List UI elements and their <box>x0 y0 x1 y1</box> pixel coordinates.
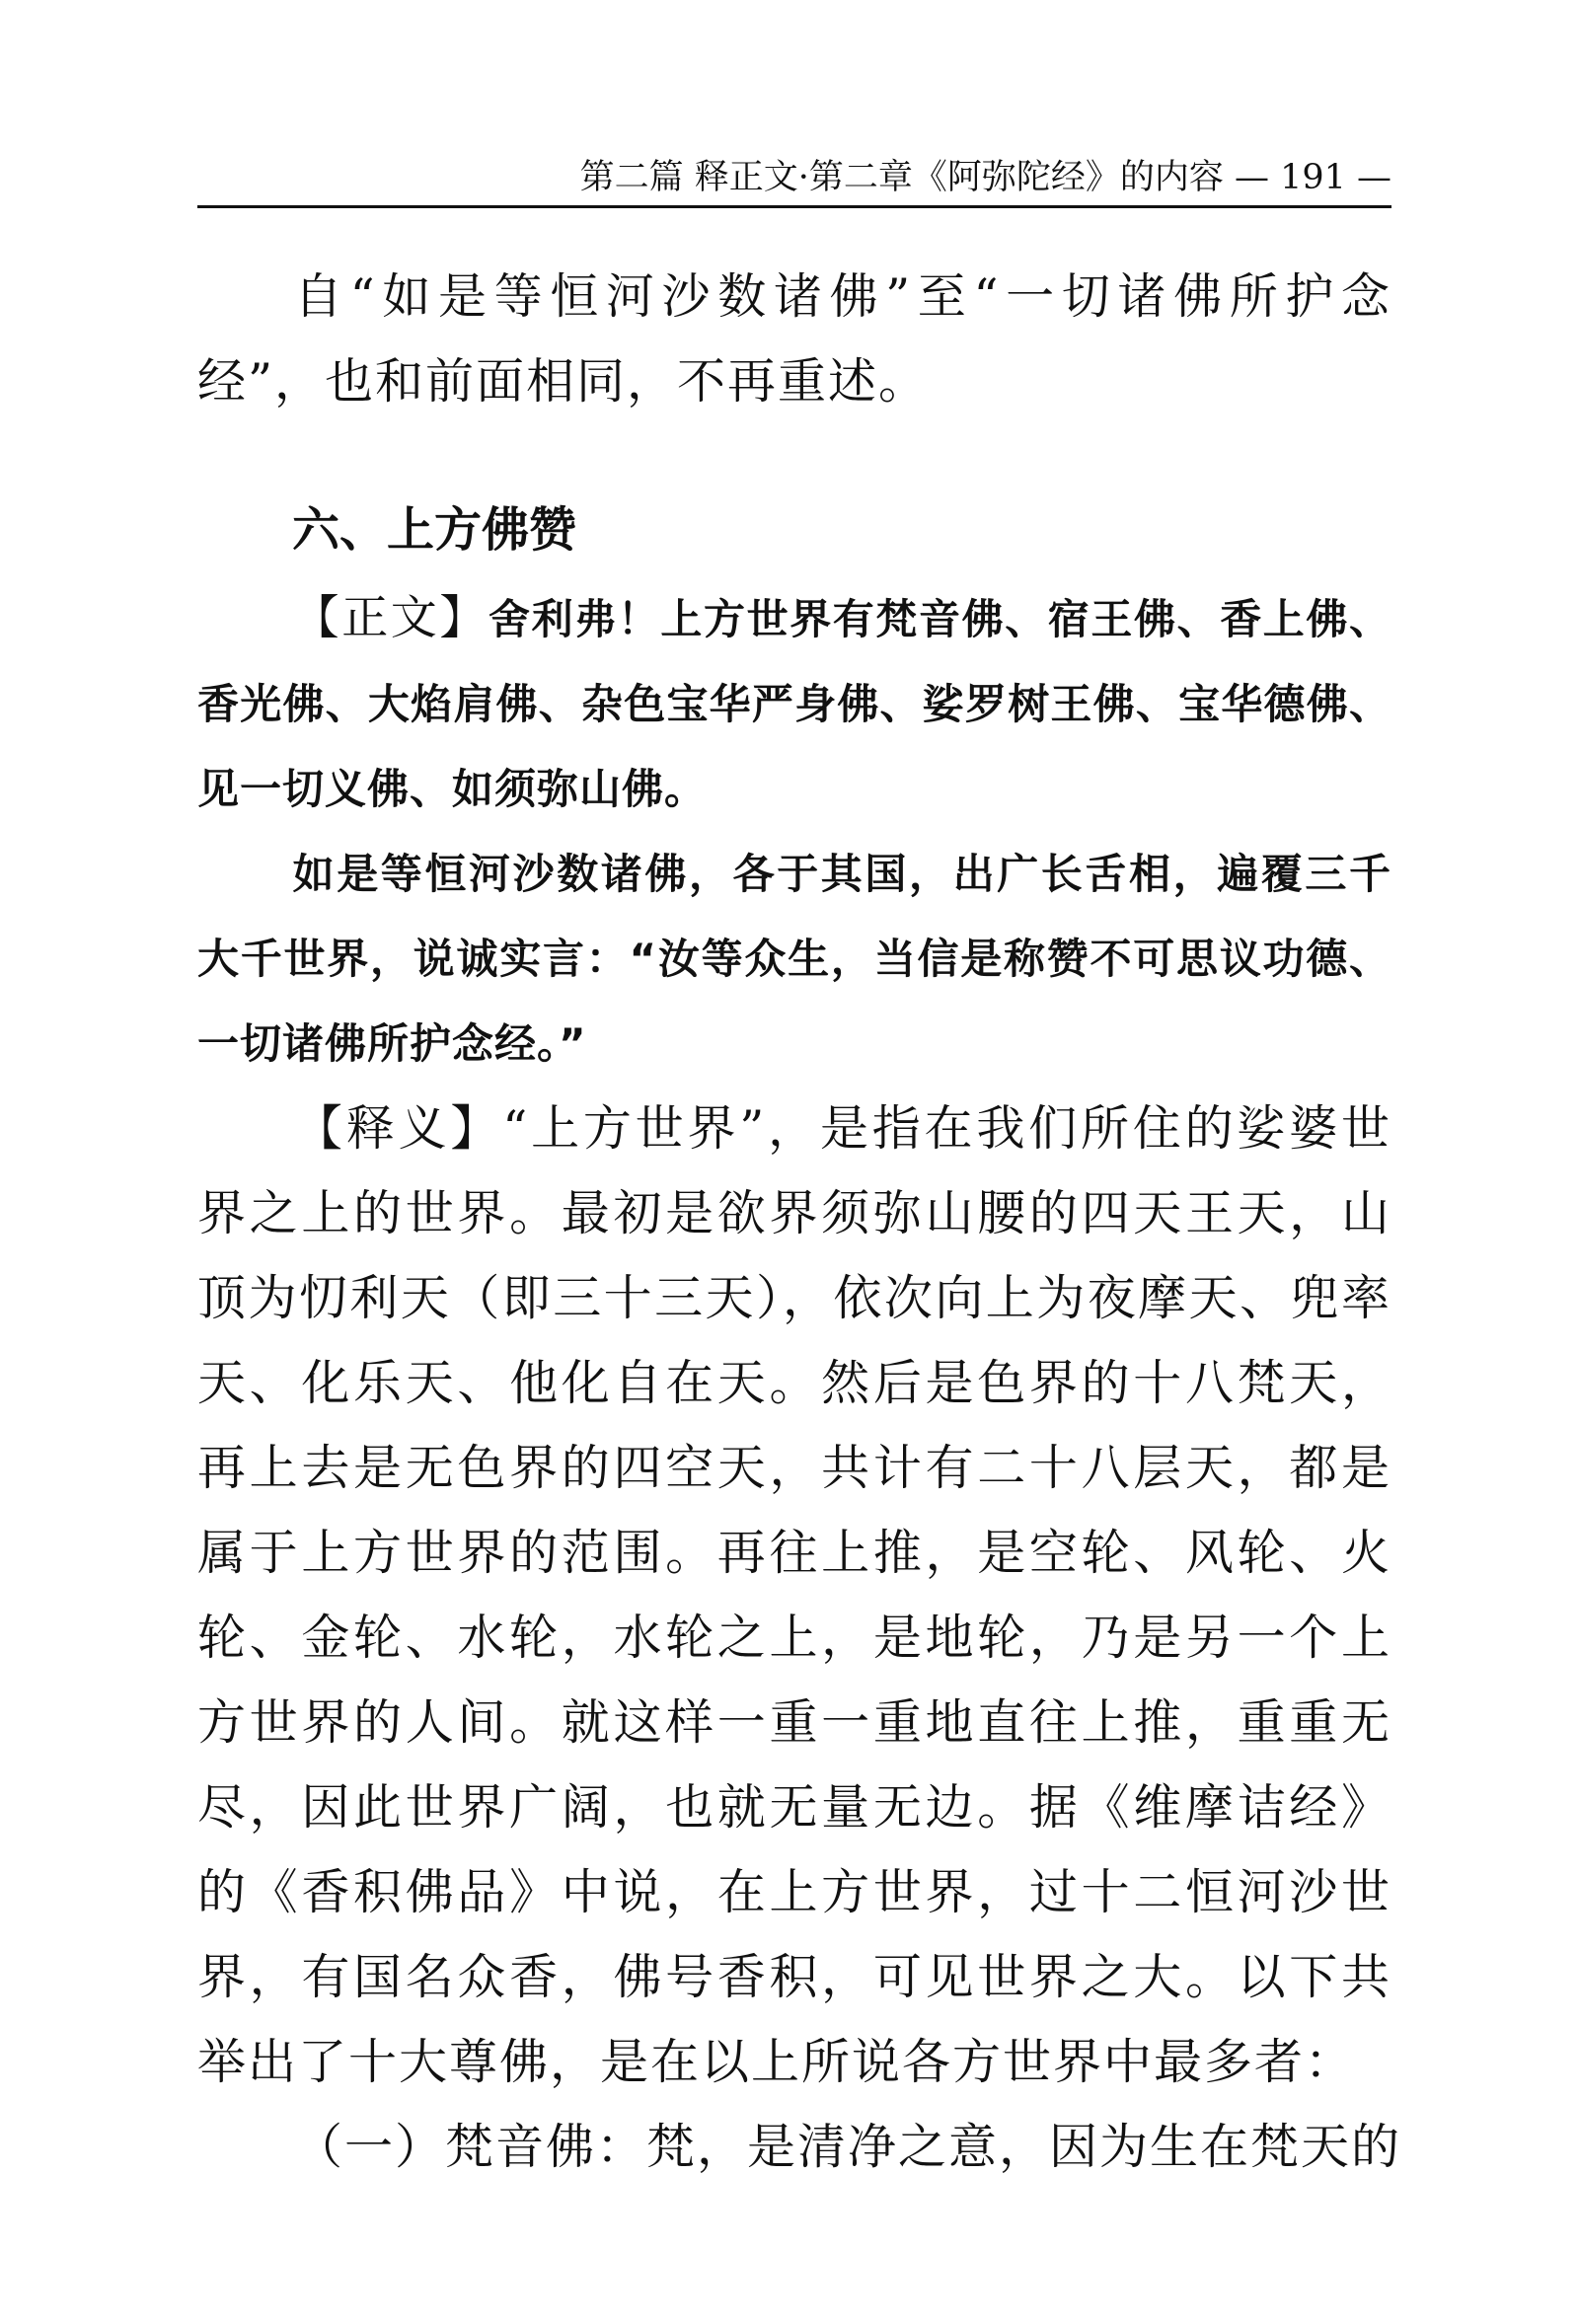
scripture-paragraph-2: 如是等恒河沙数诸佛，各于其国，出广长舌相，遍覆三千大千世界，说诚实言：“汝等众生，当信是称赞不可思议功德、一切诸佛所护念经。” <box>197 850 1391 1068</box>
page-body <box>197 255 1402 2190</box>
explanation-text: “上方世界”，是指在我们所住的娑婆世界之上的世界。最初是欲界须弥山腰的四天王天，山顶为忉利天（即三十三天），依次向上为夜摩天、兜率天、化乐天、他化自在天。然后是色界的十八梵天，再上去是无色界的四空天，共计有二十八层天，都是属于上方世界的范围。再往上推，是空轮、风轮、火轮、金轮、水轮，水轮之上，是地轮，乃是另一个上方世界的人间。就这样一重一重地直往上推，重重无尽，因此世界广阔，也就无量无边。据《维摩诘经》的《香积佛品》中说，在上方世界，过十二恒河沙世界，有国名众香，佛号香积，可见世界之大。以下共举出了十大尊佛，是在以上所说各方世界中最多者： <box>197 1100 1391 2090</box>
running-head-text: 第二篇 释正文·第二章《阿弥陀经》的内容 — 191 — <box>579 158 1391 197</box>
scripture-text-1: 舍利弗！上方世界有梵音佛、宿王佛、香上佛、香光佛、大焰肩佛、杂色宝华严身佛、娑罗树王佛、宝华德佛、见一切义佛、如须弥山佛。 <box>197 595 1391 813</box>
running-header <box>197 156 1391 208</box>
section-heading: 六、上方佛赞 <box>292 502 577 558</box>
scripture-paragraph-1 <box>197 576 1391 832</box>
list-item: （一）梵音佛：梵，是清净之意，因为生在梵天的 <box>294 2119 1402 2175</box>
intro-paragraph: 自“如是等恒河沙数诸佛”至“一切诸佛所护念经”，也和前面相同，不再重述。 <box>197 268 1391 410</box>
explanation-tag: 【释义】 <box>294 1100 503 1157</box>
section-gap <box>197 424 1391 487</box>
scripture-tag: 【正文】 <box>292 591 489 645</box>
explanation-paragraph <box>197 1087 1391 2105</box>
